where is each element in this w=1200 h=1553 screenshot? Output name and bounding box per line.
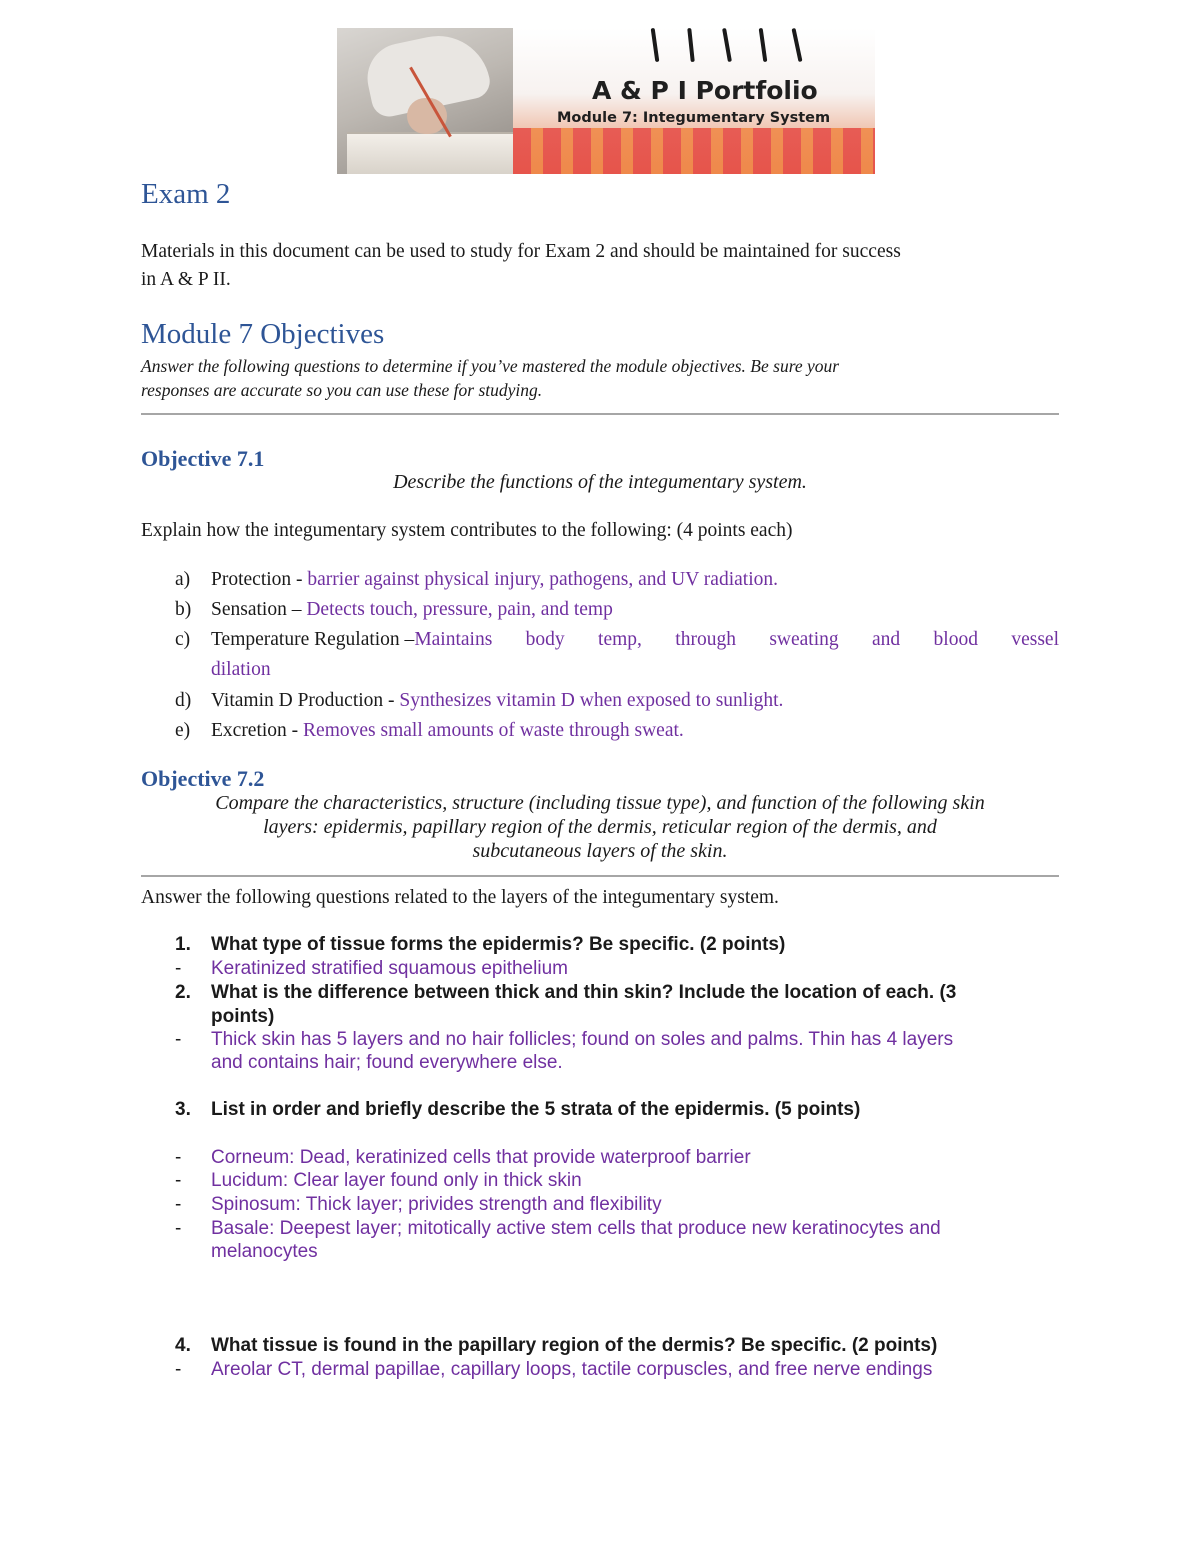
question-number: 2. [175,982,191,1003]
objective-7-2-description-line3: subcutaneous layers of the skin. [472,840,728,862]
item-answer: Maintains body temp, through sweating and blood vessel [414,629,1059,650]
exam-intro-line1: Materials in this document can be used to study for Exam 2 and should be maintained for success [141,241,901,262]
answer-text: Areolar CT, dermal papillae, capillary loops, tactile corpuscles, and free nerve endings [211,1359,933,1380]
module-instructions-line2: responses are accurate so you can use these for studying. [141,380,543,400]
question-number: 1. [175,934,191,955]
answer-text: Keratinized stratified squamous epithelium [211,958,568,979]
answer-text: Spinosum: Thick layer; privides strength and flexibility [211,1194,662,1215]
answer-text: Basale: Deepest layer; mitotically active stem cells that produce new keratinocytes and [211,1218,941,1239]
list-marker: d) [175,690,192,711]
objective-7-1-description: Describe the functions of the integumentary system. [393,471,807,493]
banner-title: A & P I Portfolio [592,76,818,105]
list-marker: c) [175,629,191,650]
answer-text-line2: melanocytes [211,1241,318,1262]
exam-intro-line2: in A & P II. [141,269,231,290]
item-answer: barrier against physical injury, pathogens, and UV radiation. [307,569,778,590]
question-number: 3. [175,1099,191,1120]
dash-marker: - [175,1194,182,1215]
question-text: What tissue is found in the papillary region of the dermis? Be specific. (2 points) [211,1335,938,1356]
section-divider [141,875,1059,877]
question-number: 4. [175,1335,191,1356]
objective-7-1-heading: Objective 7.1 [141,446,265,471]
answer-text-line2: and contains hair; found everywhere else. [211,1052,563,1073]
list-marker: e) [175,720,191,741]
objective-7-2-prompt: Answer the following questions related to the layers of the integumentary system. [141,887,779,908]
module-instructions-line1: Answer the following questions to determine if you’ve mastered the module objectives. Be sure your [141,356,840,376]
portfolio-banner-image [337,28,875,174]
question-text-line2: points) [211,1006,275,1027]
dash-marker: - [175,1147,182,1168]
exam-heading: Exam 2 [141,178,231,210]
section-divider [141,413,1059,415]
list-marker: b) [175,599,192,620]
dash-marker: - [175,1029,182,1050]
item-answer: Synthesizes vitamin D when exposed to sunlight. [399,690,784,711]
answer-text: Lucidum: Clear layer found only in thick skin [211,1170,582,1191]
dash-marker: - [175,958,182,979]
dash-marker: - [175,1359,182,1380]
item-label: Vitamin D Production - [211,690,400,711]
dash-marker: - [175,1218,182,1239]
question-text: What is the difference between thick and thin skin? Include the location of each. (3 [211,982,957,1003]
item-label: Sensation – [211,599,307,620]
item-label: Protection - [211,569,308,590]
list-marker: a) [175,569,191,590]
answer-text: Thick skin has 5 layers and no hair follicles; found on soles and palms. Thin has 4 layers [211,1029,954,1050]
item-answer-line2: dilation [211,659,271,680]
objective-7-1-prompt: Explain how the integumentary system contributes to the following: (4 points each) [141,520,793,541]
banner-subtitle: Module 7: Integumentary System [557,110,831,126]
writing-photo [337,28,513,174]
item-answer: Detects touch, pressure, pain, and temp [306,599,613,620]
objective-7-2-description-line2: layers: epidermis, papillary region of the dermis, reticular region of the dermis, and [263,816,937,838]
question-text: List in order and briefly describe the 5 strata of the epidermis. (5 points) [211,1099,861,1120]
item-label: Excretion - [211,720,304,741]
objective-7-2-description-line1: Compare the characteristics, structure (including tissue type), and function of the following skin [215,792,985,814]
dash-marker: - [175,1170,182,1191]
module-heading: Module 7 Objectives [141,318,385,350]
item-label: Temperature Regulation – [211,629,415,650]
question-text: What type of tissue forms the epidermis? Be specific. (2 points) [211,934,786,955]
answer-text: Corneum: Dead, keratinized cells that provide waterproof barrier [211,1147,751,1168]
item-answer: Removes small amounts of waste through sweat. [303,720,684,741]
objective-7-2-heading: Objective 7.2 [141,766,265,791]
